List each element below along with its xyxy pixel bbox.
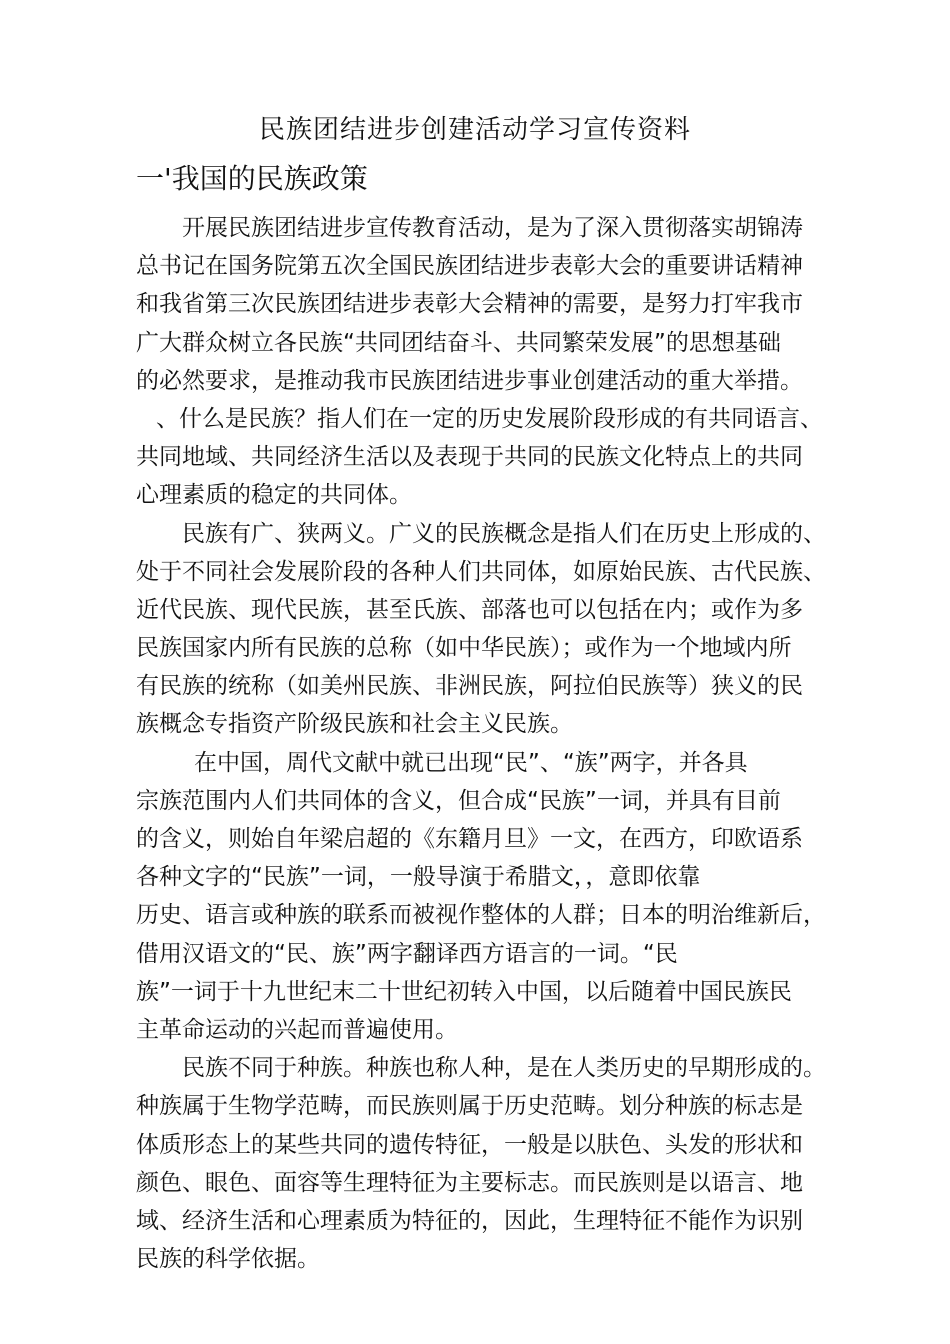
text-line: 主革命运动的兴起而普遍使用。: [136, 1016, 458, 1043]
text-line: 、什么是民族？指人们在一定的历史发展阶段形成的有共同语言、: [156, 405, 823, 432]
text-line: 民族国家内所有民族的总称（如中华民族）；或作为一个地域内所: [136, 635, 792, 662]
text-line: 颜色、眼色、面容等生理特征为主要标志。而民族则是以语言、地: [136, 1169, 803, 1196]
text-line: 各种文字的“民族”一词，一般导演于希腊文，，意即依靠: [136, 864, 701, 891]
text-line: 民族不同于种族。种族也称人种，是在人类历史的早期形成的。: [182, 1055, 826, 1082]
text-line: 和我省第三次民族团结进步表彰大会精神的需要，是努力打牢我市: [136, 291, 803, 318]
text-line: 广大群众树立各民族“共同团结奋斗、共同繁荣发展”的思想基础: [136, 329, 781, 356]
section-heading: 一'我国的民族政策: [136, 162, 368, 195]
body-text: [136, 209, 836, 1278]
text-line: 总书记在国务院第五次全国民族团结进步表彰大会的重要讲话精神: [136, 253, 803, 280]
text-line: 的必然要求，是推动我市民族团结进步事业创建活动的重大举措。: [136, 367, 803, 394]
text-line: 域、经济生活和心理素质为特征的，因此，生理特征不能作为识别: [136, 1207, 803, 1234]
text-line: 在中国，周代文献中就已出现“民”、“族”两字，并各具: [194, 749, 748, 776]
document-title: 民族团结进步创建活动学习宣传资料: [258, 115, 691, 145]
text-line: 近代民族、现代民族，甚至氏族、部落也可以包括在内；或作为多: [136, 596, 803, 623]
text-line: 宗族范围内人们共同体的含义，但合成“民族”一词，并具有目前: [136, 787, 781, 814]
text-line: 共同地域、共同经济生活以及表现于共同的民族文化特点上的共同: [136, 444, 803, 471]
text-line: 种族属于生物学范畴，而民族则属于历史范畴。划分种族的标志是: [136, 1093, 803, 1120]
text-line: 有民族的统称（如美州民族、非洲民族，阿拉伯民族等）狭义的民: [136, 673, 803, 700]
text-line: 借用汉语文的“民、族”两字翻译西方语言的一词。“民: [136, 940, 678, 967]
text-line: 体质形态上的某些共同的遗传特征，一般是以肤色、头发的形状和: [136, 1131, 803, 1158]
text-line: 族”一词于十九世纪末二十世纪初转入中国，以后随着中国民族民: [136, 978, 792, 1005]
text-line: 民族的科学依据。: [136, 1246, 320, 1273]
text-line: 民族有广、狭两义。广义的民族概念是指人们在历史上形成的、: [182, 520, 826, 547]
text-line: 处于不同社会发展阶段的各种人们共同体，如原始民族、古代民族、: [136, 558, 826, 585]
text-line: 的含义，则始自年梁启超的《东籍月旦》一文，在西方，印欧语系: [136, 826, 803, 852]
text-line: 历史、语言或种族的联系而被视作整体的人群；日本的明治维新后，: [136, 902, 826, 929]
text-line: 族概念专指资产阶级民族和社会主义民族。: [136, 711, 573, 738]
text-line: 开展民族团结进步宣传教育活动，是为了深入贯彻落实胡锦涛: [182, 215, 803, 241]
text-line: 心理素质的稳定的共同体。: [136, 482, 412, 509]
